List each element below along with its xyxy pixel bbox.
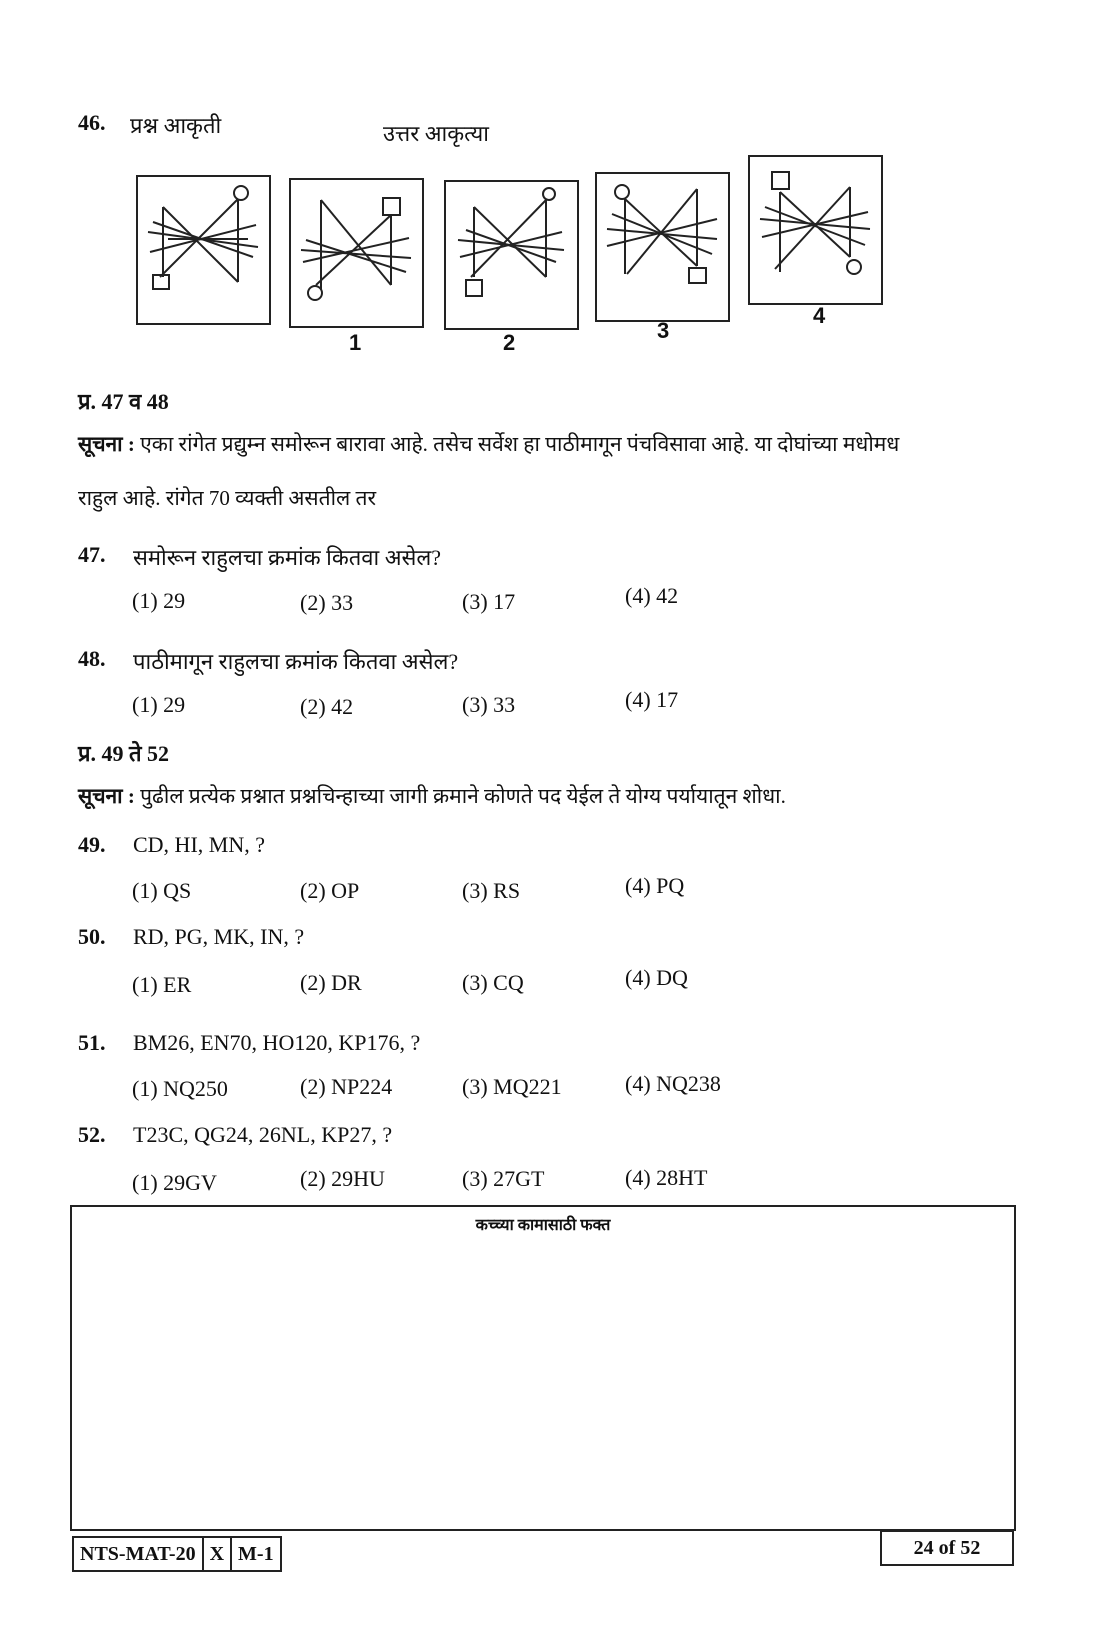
answer-figure-1-drawing bbox=[291, 180, 422, 326]
question-number-47: 47. bbox=[78, 542, 106, 567]
question-number-46: 46. bbox=[78, 110, 106, 135]
q52-option-1[interactable]: (1) 29GV bbox=[132, 1170, 217, 1195]
footer-code-box bbox=[72, 1536, 282, 1572]
note-text: पुढील प्रत्येक प्रश्नात प्रश्नचिन्हाच्या जागी क्रमाने कोणते पद येईल ते योग्य पर्यायातून शोधा. bbox=[140, 784, 786, 808]
q50-option-1[interactable]: (1) ER bbox=[132, 972, 192, 997]
note-text-line2: राहुल आहे. रांगेत 70 व्यक्ती असतील तर bbox=[78, 486, 377, 510]
q48-option-4[interactable]: (4) 17 bbox=[625, 687, 679, 712]
q49-option-4[interactable]: (4) PQ bbox=[625, 873, 685, 898]
class-label: X bbox=[202, 1538, 230, 1570]
q51-option-1[interactable]: (1) NQ250 bbox=[132, 1076, 228, 1101]
answer-figure-1[interactable] bbox=[289, 178, 424, 328]
answer-figure-4-label: 4 bbox=[813, 303, 826, 328]
q50-option-2[interactable]: (2) DR bbox=[300, 970, 362, 995]
answer-figure-3-label: 3 bbox=[657, 318, 670, 343]
q49-option-1[interactable]: (1) QS bbox=[132, 878, 192, 903]
question-text-48: पाठीमागून राहुलचा क्रमांक कितवा असेल? bbox=[133, 649, 459, 674]
section-title-49-52: प्र. 49 ते 52 bbox=[78, 741, 170, 766]
answer-figure-1-label: 1 bbox=[349, 330, 362, 355]
q47-option-3[interactable]: (3) 17 bbox=[462, 589, 516, 614]
question-number-48: 48. bbox=[78, 646, 106, 671]
q48-option-3[interactable]: (3) 33 bbox=[462, 692, 516, 717]
q47-option-1[interactable]: (1) 29 bbox=[132, 588, 186, 613]
q49-option-3[interactable]: (3) RS bbox=[462, 878, 521, 903]
question-text-49: CD, HI, MN, ? bbox=[133, 832, 265, 857]
q51-option-4[interactable]: (4) NQ238 bbox=[625, 1071, 721, 1096]
question-number-52: 52. bbox=[78, 1122, 106, 1147]
q51-option-2[interactable]: (2) NP224 bbox=[300, 1074, 393, 1099]
page-number: 24 of 52 bbox=[913, 1536, 981, 1559]
answer-figure-2-label: 2 bbox=[503, 330, 516, 355]
q52-option-3[interactable]: (3) 27GT bbox=[462, 1166, 545, 1191]
answer-figure-3-drawing bbox=[597, 174, 728, 320]
answer-figure-2-drawing bbox=[446, 182, 577, 328]
question-figure-drawing bbox=[138, 177, 269, 323]
answer-figure-4-drawing bbox=[750, 157, 881, 303]
section-note-47-48 bbox=[78, 430, 1013, 458]
q48-option-2[interactable]: (2) 42 bbox=[300, 694, 354, 719]
question-number-50: 50. bbox=[78, 924, 106, 949]
question-number-49: 49. bbox=[78, 832, 106, 857]
question-figure-label: प्रश्न आकृती bbox=[130, 113, 222, 138]
question-text-52: T23C, QG24, 26NL, KP27, ? bbox=[133, 1122, 393, 1147]
answer-figure-3[interactable] bbox=[595, 172, 730, 322]
q52-option-2[interactable]: (2) 29HU bbox=[300, 1166, 385, 1191]
page-number-box bbox=[880, 1530, 1014, 1566]
q50-option-4[interactable]: (4) DQ bbox=[625, 965, 688, 990]
q48-option-1[interactable]: (1) 29 bbox=[132, 692, 186, 717]
question-number-51: 51. bbox=[78, 1030, 106, 1055]
question-figure bbox=[136, 175, 271, 325]
question-text-51: BM26, EN70, HO120, KP176, ? bbox=[133, 1030, 421, 1055]
answer-figure-2[interactable] bbox=[444, 180, 579, 330]
q47-option-2[interactable]: (2) 33 bbox=[300, 590, 354, 615]
rough-work-box bbox=[70, 1205, 1016, 1531]
q51-option-3[interactable]: (3) MQ221 bbox=[462, 1074, 562, 1099]
rough-work-label: कच्च्या कामासाठी फक्त bbox=[475, 1217, 611, 1234]
note-label: सूचना : bbox=[78, 784, 135, 808]
question-text-50: RD, PG, MK, IN, ? bbox=[133, 924, 305, 949]
q47-option-4[interactable]: (4) 42 bbox=[625, 583, 679, 608]
note-label: सूचना : bbox=[78, 432, 135, 456]
section-title-47-48: प्र. 47 व 48 bbox=[78, 389, 169, 414]
q50-option-3[interactable]: (3) CQ bbox=[462, 970, 524, 995]
q49-option-2[interactable]: (2) OP bbox=[300, 878, 360, 903]
section-note-49-52 bbox=[78, 782, 1013, 810]
medium-label: M-1 bbox=[230, 1538, 280, 1570]
answer-figures-label: उत्तर आकृत्या bbox=[383, 121, 489, 146]
question-text-47: समोरून राहुलचा क्रमांक कितवा असेल? bbox=[133, 545, 442, 570]
q52-option-4[interactable]: (4) 28HT bbox=[625, 1165, 708, 1190]
answer-figure-4[interactable] bbox=[748, 155, 883, 305]
note-text-line1: एका रांगेत प्रद्युम्न समोरून बारावा आहे. तसेच सर्वेश हा पाठीमागून पंचविसावा आहे. या दोघांच्या मधोमध bbox=[140, 432, 900, 456]
paper-code: NTS-MAT-20 bbox=[80, 1542, 196, 1565]
